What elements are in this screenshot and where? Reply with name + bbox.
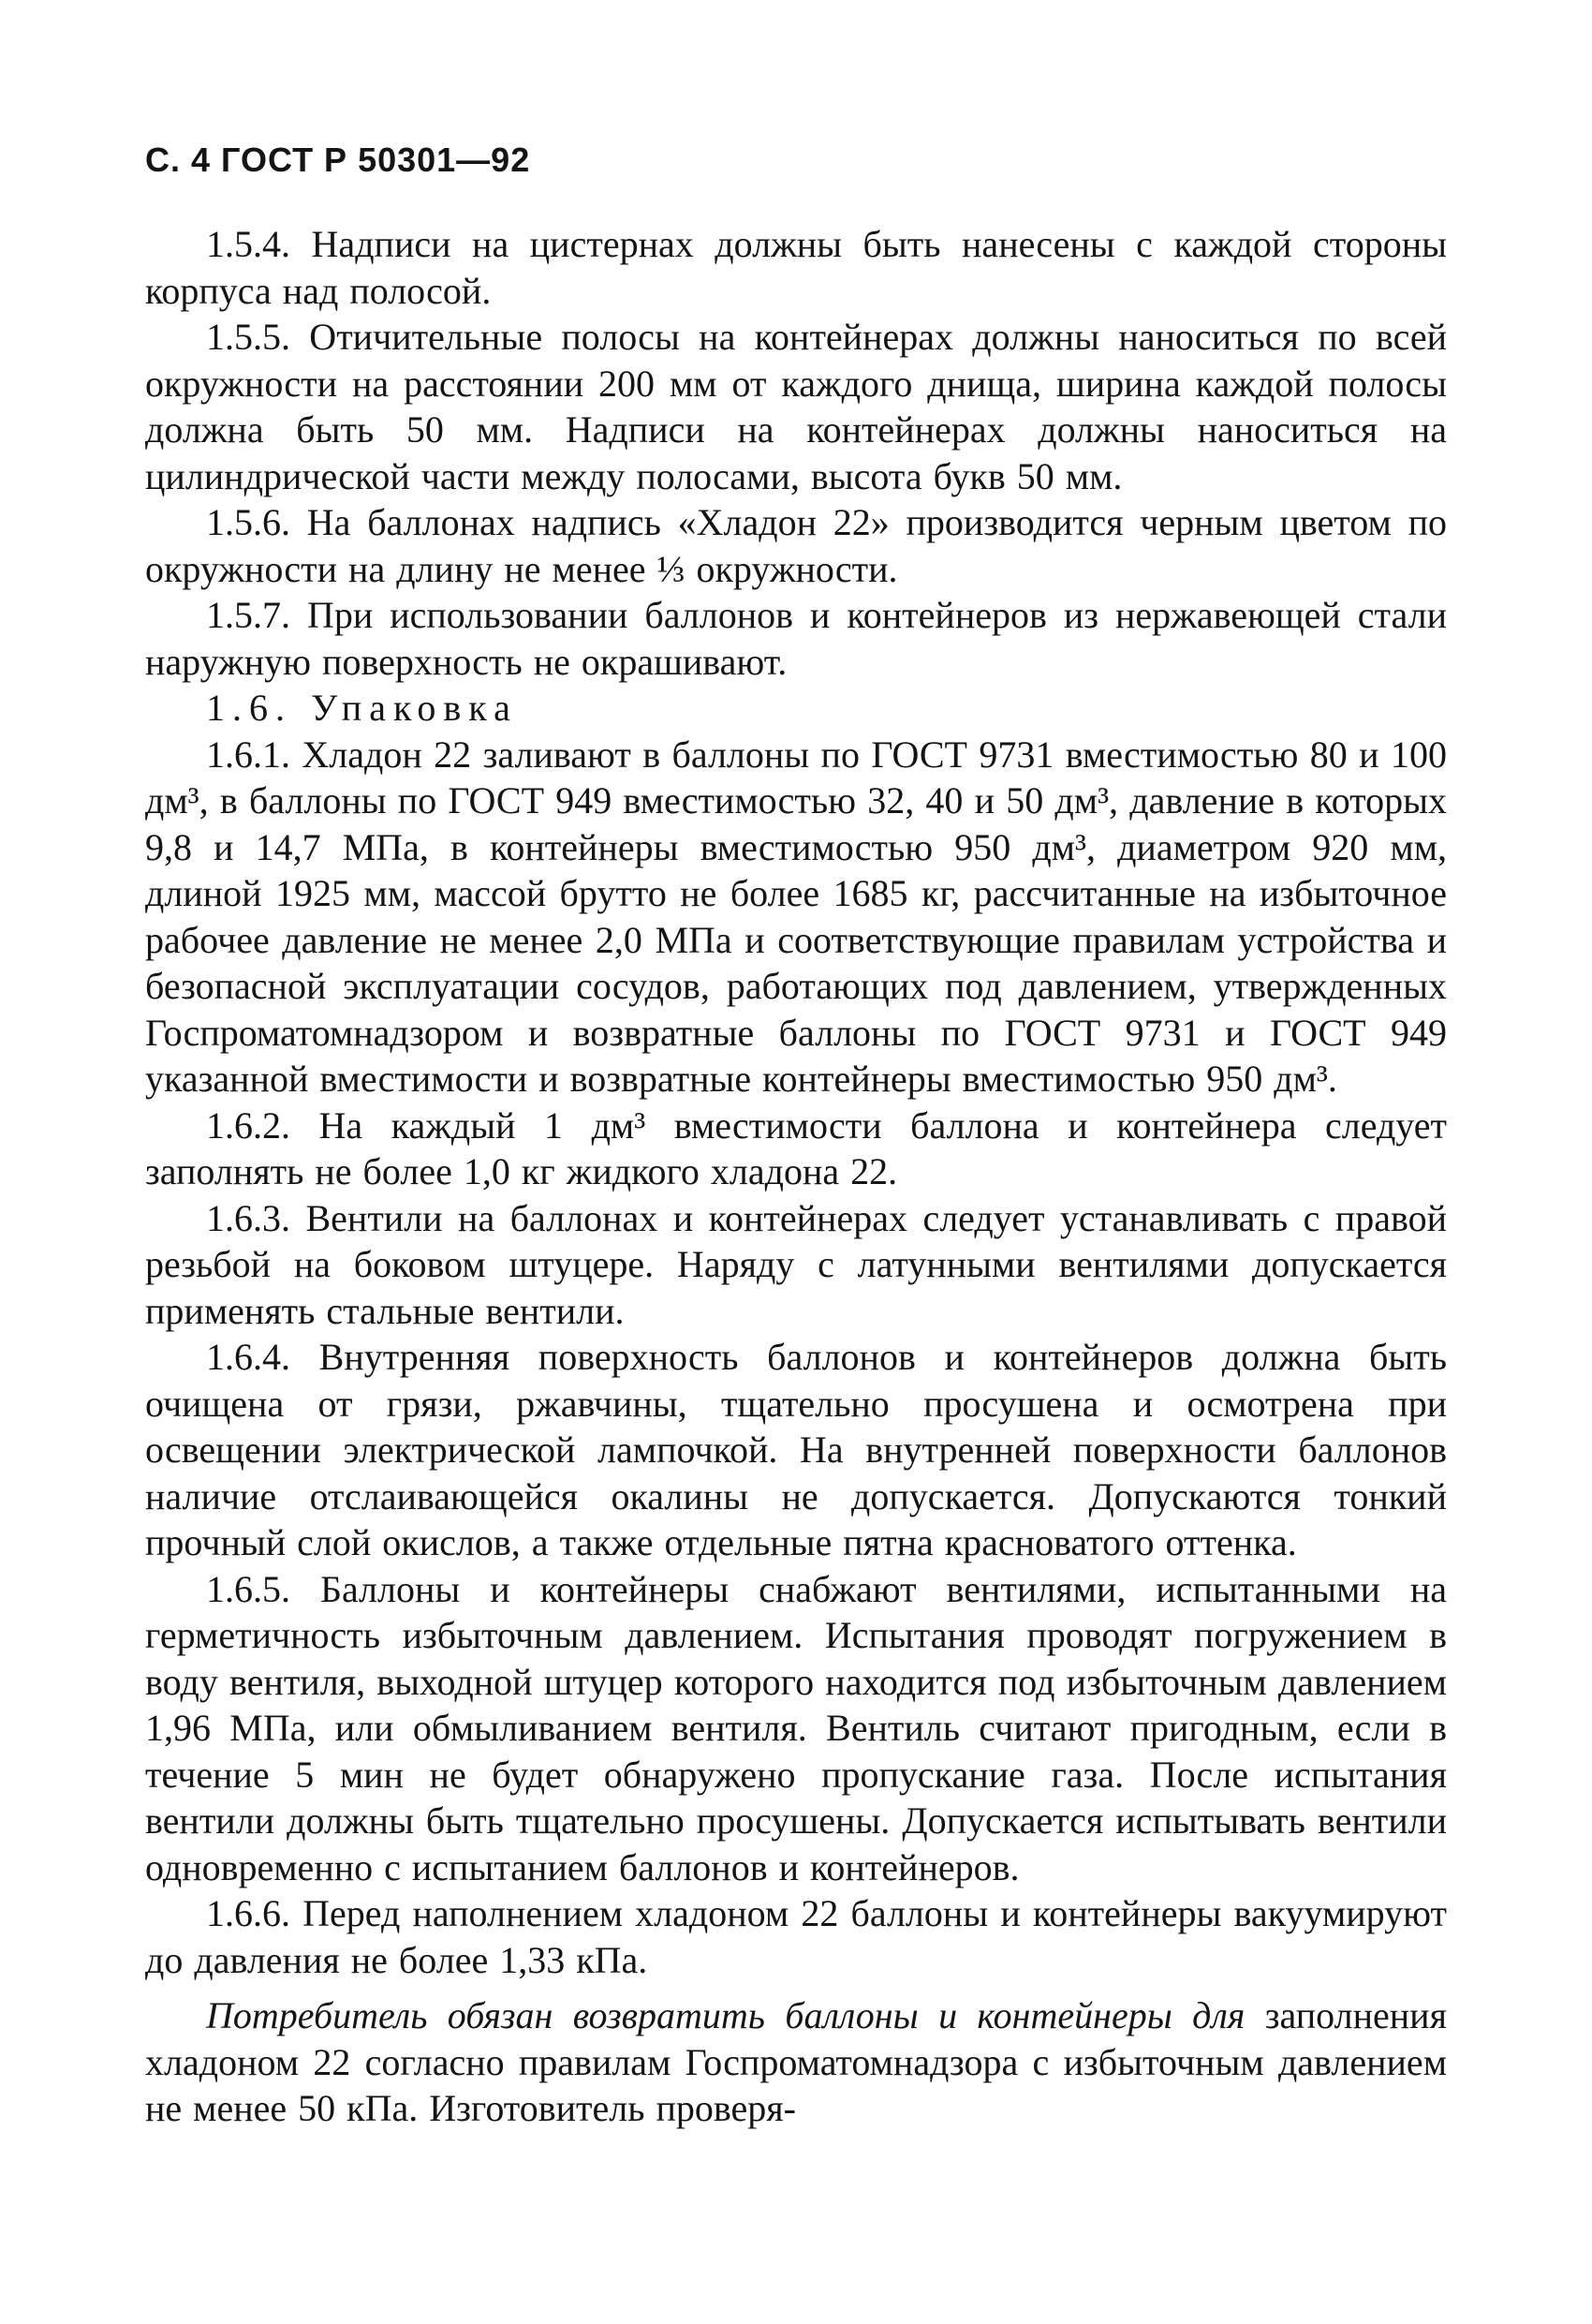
paragraph-continuation-text: заполнения хладоном 22 согласно правилам Госпроматомнадзора с избыточным давлением не менее 50 кПа. Изготовитель проверя- bbox=[145, 1994, 1447, 2129]
paragraph-1-6-3: 1.6.3. Вентили на баллонах и контейнерах следует устанавливать с правой резьбой на боковом штуцере. Наряду с латунными вентилями допускается применять стальные вентили. bbox=[145, 1196, 1447, 1332]
paragraph-1-6-1: 1.6.1. Хладон 22 заливают в баллоны по ГОСТ 9731 вместимостью 80 и 100 дм³, в баллоны по ГОСТ 949 вместимостью 32, 40 и 50 дм³, давление в которых 9,8 и 14,7 МПа, в контейнеры вместимостью 950 дм³, диаметром 920 мм, длиной 1925 мм, массой брутто не более 1685 кг, рассчитанные на избыточное рабочее давление не менее 2,0 МПа и соответствующие правилам устройства и безопасной эксплуатации сосудов, работающих под давлением, утвержденных Госпроматомнадзором и возвратные баллоны по ГОСТ 9731 и ГОСТ 949 указанной вместимости и возвратные контейнеры вместимостью 950 дм³. bbox=[145, 733, 1447, 1100]
paragraph-1-5-4: 1.5.4. Надписи на цистернах должны быть нанесены с каждой стороны корпуса над полосой. bbox=[145, 223, 1447, 312]
paragraph-1-6-5: 1.6.5. Баллоны и контейнеры снабжают вентилями, испытанными на герметичность избыточным давлением. Испытания проводят погружением в воду вентиля, выходной штуцер которого находится под избыточным давлением 1,96 МПа, или обмыливанием вентиля. Вентиль считают пригодным, если в течение 5 мин не будет обнаружено пропускание газа. После испытания вентили должны быть тщательно просушены. Допускается испытывать вентили одновременно с испытанием баллонов и контейнеров. bbox=[145, 1567, 1447, 1888]
section-heading-packaging: 1.6. Упаковка bbox=[206, 687, 518, 729]
paragraph-1-6-2: 1.6.2. На каждый 1 дм³ вместимости баллона и контейнера следует заполнять не более 1,0 кг жидкого хладона 22. bbox=[145, 1103, 1447, 1192]
paragraph-1-6-6: 1.6.6. Перед наполнением хладоном 22 баллоны и контейнеры вакуумируют до давления не более 1,33 кПа. bbox=[145, 1892, 1447, 1981]
italic-lead-text: Потребитель обязан возвратить баллоны и контейнеры для bbox=[206, 1994, 1246, 2036]
paragraph-1-6-4: 1.6.4. Внутренняя поверхность баллонов и контейнеров должна быть очищена от грязи, ржавчины, тщательно просушена и осмотрена при освещении электрической лампочкой. На внутренней поверхности баллонов наличие отслаивающейся окалины не допускается. Допускаются тонкий прочный слой окислов, а также отдельные пятна красноватого оттенка. bbox=[145, 1336, 1447, 1563]
document-page bbox=[145, 141, 1447, 2132]
paragraph-1-5-7: 1.5.7. При использовании баллонов и контейнеров из нержавеющей стали наружную поверхность не окрашивают. bbox=[145, 594, 1447, 683]
page-header: С. 4 ГОСТ Р 50301—92 bbox=[145, 141, 531, 179]
spacer bbox=[145, 1983, 1447, 1992]
paragraph-1-5-5: 1.5.5. Отичительные полосы на контейнерах должны наноситься по всей окружности на расстоянии 200 мм от каждого днища, ширина каждой полосы должна быть 50 мм. Надписи на контейнерах должны наноситься на цилиндрической части между полосами, высота букв 50 мм. bbox=[145, 316, 1447, 497]
paragraph-1-5-6: 1.5.6. На баллонах надпись «Хладон 22» производится черным цветом по окружности на длину не менее ⅓ окружности. bbox=[145, 501, 1447, 590]
paragraph-consumer-obligation bbox=[145, 1992, 1447, 2132]
